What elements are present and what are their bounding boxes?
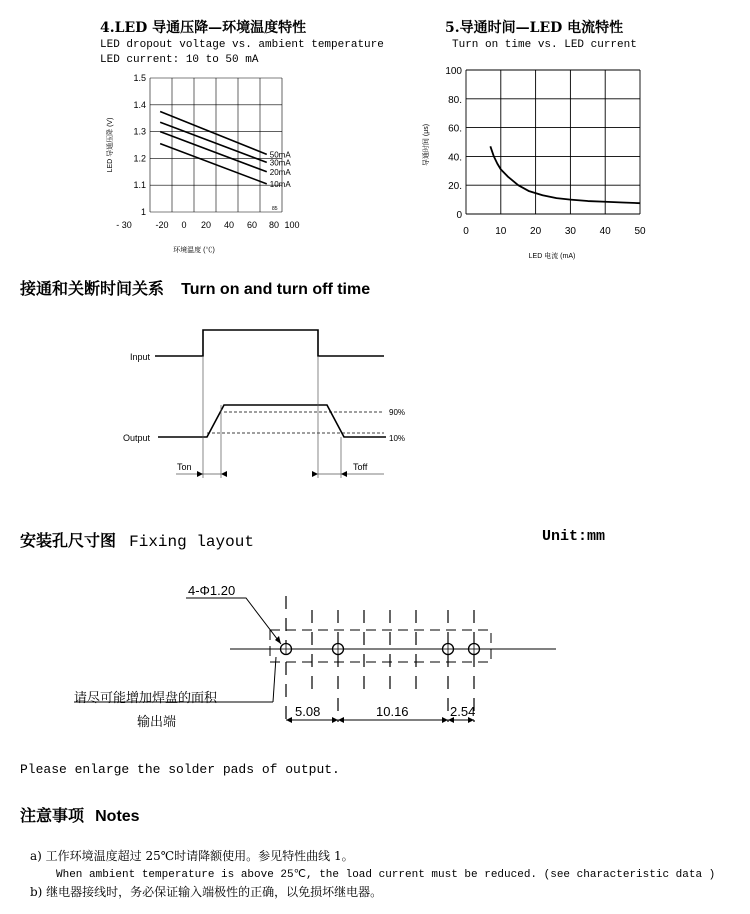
chart4-series-label: 20mA <box>269 167 291 177</box>
chart4-current-note: LED current: 10 to 50 mA <box>100 54 259 66</box>
notes-title-en: Notes <box>95 808 140 825</box>
chart4-xtick: 60 <box>246 220 258 230</box>
chart4-ytick: 1.2 <box>133 153 146 164</box>
chart5-ytick: 20. <box>448 181 462 193</box>
chart4-xlabel: 环境温度 (℃) <box>173 247 215 254</box>
chart4-ytick: 1.5 <box>133 73 146 83</box>
fixing-title-cn: 安装孔尺寸图 <box>20 531 117 550</box>
chart5-ytick: 100 <box>445 66 462 77</box>
output-terminal-label: 输出端 <box>137 714 177 729</box>
chart4-xtick: - 30 <box>116 220 132 230</box>
note-b-cn: b) 继电器接线时，务必保证输入端极性的正确，以免损坏继电器。 <box>30 885 383 899</box>
chart5-xlabel: LED 电流 (mA) <box>528 253 576 260</box>
pad-note: 请尽可能增加焊盘的面积 <box>74 690 218 705</box>
chart4-series-label: 10mA <box>269 179 291 189</box>
chart5-xtick: 20 <box>530 226 542 237</box>
chart5-title: 5.导通时间—LED 电流特性 <box>445 20 624 36</box>
chart5-xtick: 30 <box>564 226 576 237</box>
note-a-en: When ambient temperature is above 25℃, the load current must be reduced. (see characteristic data ) <box>56 869 716 881</box>
chart4-ylabel: LED 导通压降 (V) <box>107 117 114 173</box>
notes-title-cn: 注意事项 <box>20 806 85 825</box>
chart4-series-label: 50mA <box>269 150 291 160</box>
pct90-label: 90% <box>389 408 406 417</box>
chart4-series-label: 30mA <box>269 158 291 168</box>
chart4-ytick: 1 <box>140 207 146 217</box>
chart4-xtick: 0 <box>181 220 187 230</box>
ton-label: Ton <box>177 462 192 472</box>
chart5-xtick: 40 <box>599 226 611 237</box>
note-a-cn: a) 工作环境温度超过 25℃时请降额使用。参见特性曲线 1。 <box>30 849 354 863</box>
chart5-ytick: 60. <box>448 123 462 135</box>
input-label: Input <box>130 352 151 362</box>
notes-heading <box>20 803 140 826</box>
chart4-corner-mark: 85 <box>272 206 278 212</box>
chart4-ytick: 1.4 <box>133 99 146 110</box>
chart5-subtitle: Turn on time vs. LED current <box>452 39 637 51</box>
timing-title-en: Turn on and turn off time <box>181 281 371 298</box>
chart4-subtitle: LED dropout voltage vs. ambient temperature <box>100 39 384 51</box>
chart4-xtick: 100 <box>284 220 300 230</box>
chart5-xtick: 0 <box>463 226 469 237</box>
chart5-ytick: 40. <box>448 152 462 164</box>
chart5-ylabel: 导通时间 (μs) <box>423 123 430 167</box>
chart4-xtick: 40 <box>223 220 235 230</box>
fixing-caption: Please enlarge the solder pads of output. <box>20 762 340 777</box>
chart4-xtick: 80 <box>268 220 280 230</box>
fixing-unit: Unit:mm <box>542 528 606 545</box>
chart5-ytick: 80. <box>448 94 462 106</box>
dim-10-16: 10.16 <box>376 704 409 719</box>
chart4-xtick: -20 <box>155 220 169 230</box>
dim-2-54: 2.54 <box>450 704 476 719</box>
toff-label: Toff <box>353 462 368 472</box>
output-label: Output <box>123 433 151 443</box>
chart4-ytick: 1.3 <box>133 126 146 137</box>
dim-5-08: 5.08 <box>295 704 321 719</box>
chart5-xtick: 50 <box>634 226 646 237</box>
pct10-label: 10% <box>389 434 406 443</box>
hole-label: 4-Φ1.20 <box>188 583 236 598</box>
chart4-xtick: 20 <box>200 220 212 230</box>
chart4-ytick: 1.1 <box>133 180 146 191</box>
chart5-ytick: 0 <box>456 210 462 221</box>
timing-title-cn: 接通和关断时间关系 <box>20 279 165 298</box>
chart5-xtick: 10 <box>495 226 507 237</box>
fixing-title-en: Fixing layout <box>129 533 254 551</box>
chart4-title: 4.LED 导通压降—环境温度特性 <box>100 20 307 36</box>
